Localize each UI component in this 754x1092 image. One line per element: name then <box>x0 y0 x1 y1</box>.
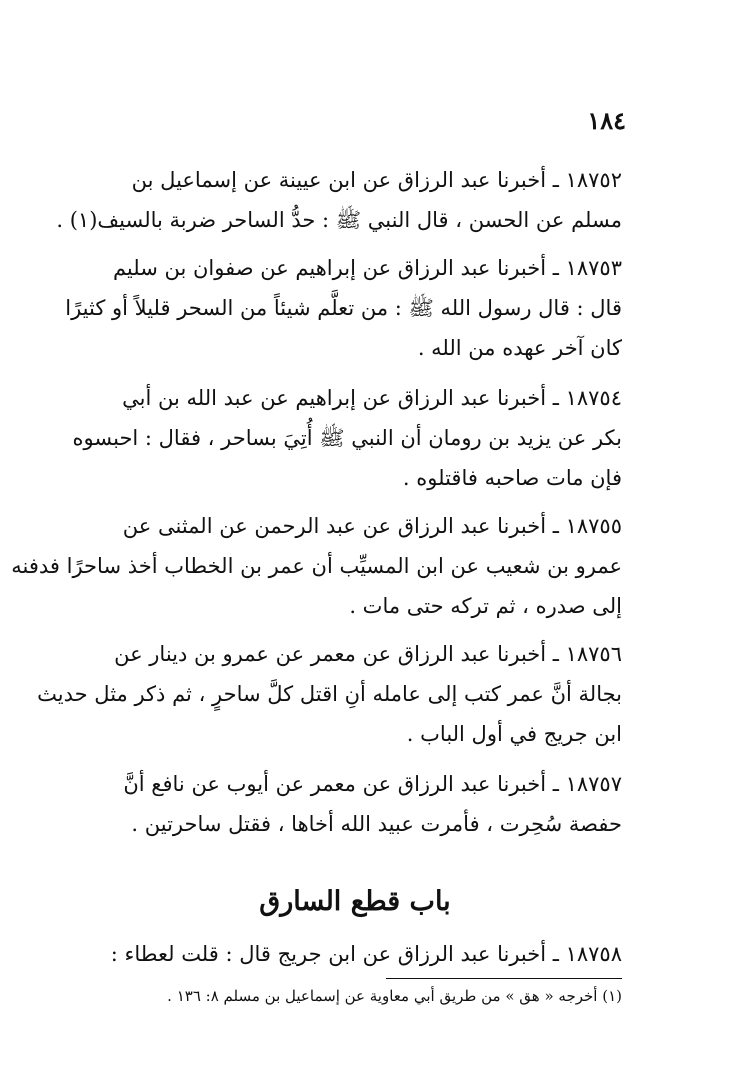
footnote-divider <box>386 978 622 979</box>
text-line: حفصة سُحِرت ، فأمرت عبيد الله أخاها ، فقتل ساحرتين . <box>131 812 622 836</box>
hadith-18757 <box>88 764 622 844</box>
text-line: بكر عن يزيد بن رومان أن النبي ﷺ أُتِيَ بساحر ، فقال : احبسوه <box>72 426 622 450</box>
text-line: إلى صدره ، ثم تركه حتى مات . <box>349 594 622 618</box>
hadith-18758 <box>88 934 622 974</box>
footnote: (١) أخرجه « هق » من طريق أبي معاوية عن إسماعيل بن مسلم ٨: ١٣٦ . <box>167 987 622 1005</box>
text-line: بجالة أنَّ عمر كتب إلى عامله أنِ اقتل كلَّ ساحرٍ ، ثم ذكر مثل حديث <box>37 682 622 706</box>
text-line: ١٨٧٥٣ ـ أخبرنا عبد الرزاق عن إبراهيم عن صفوان بن سليم <box>112 256 622 280</box>
text-line: ١٨٧٥٦ ـ أخبرنا عبد الرزاق عن معمر عن عمرو بن دينار عن <box>114 642 622 666</box>
text-line: ١٨٧٥٤ ـ أخبرنا عبد الرزاق عن إبراهيم عن عبد الله بن أبي <box>122 386 622 410</box>
text-line: كان آخر عهده من الله . <box>417 336 622 360</box>
hadith-18755 <box>11 506 622 626</box>
text-line: مسلم عن الحسن ، قال النبي ﷺ : حدُّ الساحر ضربة بالسيف(١) . <box>56 208 622 232</box>
chapter-title: باب قطع السارق <box>259 886 451 917</box>
text-line: ١٨٧٥٢ ـ أخبرنا عبد الرزاق عن ابن عيينة عن إسماعيل بن <box>131 168 622 192</box>
hadith-18753 <box>65 248 622 368</box>
text-line: ١٨٧٥٧ ـ أخبرنا عبد الرزاق عن معمر عن أيوب عن نافع أنَّ <box>123 772 622 796</box>
text-line: ابن جريج في أول الباب . <box>406 722 622 746</box>
text-line: ١٨٧٥٨ ـ أخبرنا عبد الرزاق عن ابن جريج قال : قلت لعطاء : <box>110 942 622 966</box>
text-line: فإن مات صاحبه فاقتلوه . <box>402 466 622 490</box>
hadith-18752 <box>56 160 622 240</box>
text-line: قال : قال رسول الله ﷺ : من تعلَّم شيئاً من السحر قليلاً أو كثيرًا <box>65 296 622 320</box>
page-number: ١٨٤ <box>587 106 626 135</box>
text-line: عمرو بن شعيب عن ابن المسيِّب أن عمر بن الخطاب أخذ ساحرًا فدفنه <box>11 554 622 578</box>
text-line: ١٨٧٥٥ ـ أخبرنا عبد الرزاق عن عبد الرحمن عن المثنى عن <box>122 514 622 538</box>
hadith-18754 <box>72 378 622 498</box>
hadith-18756 <box>37 634 622 754</box>
